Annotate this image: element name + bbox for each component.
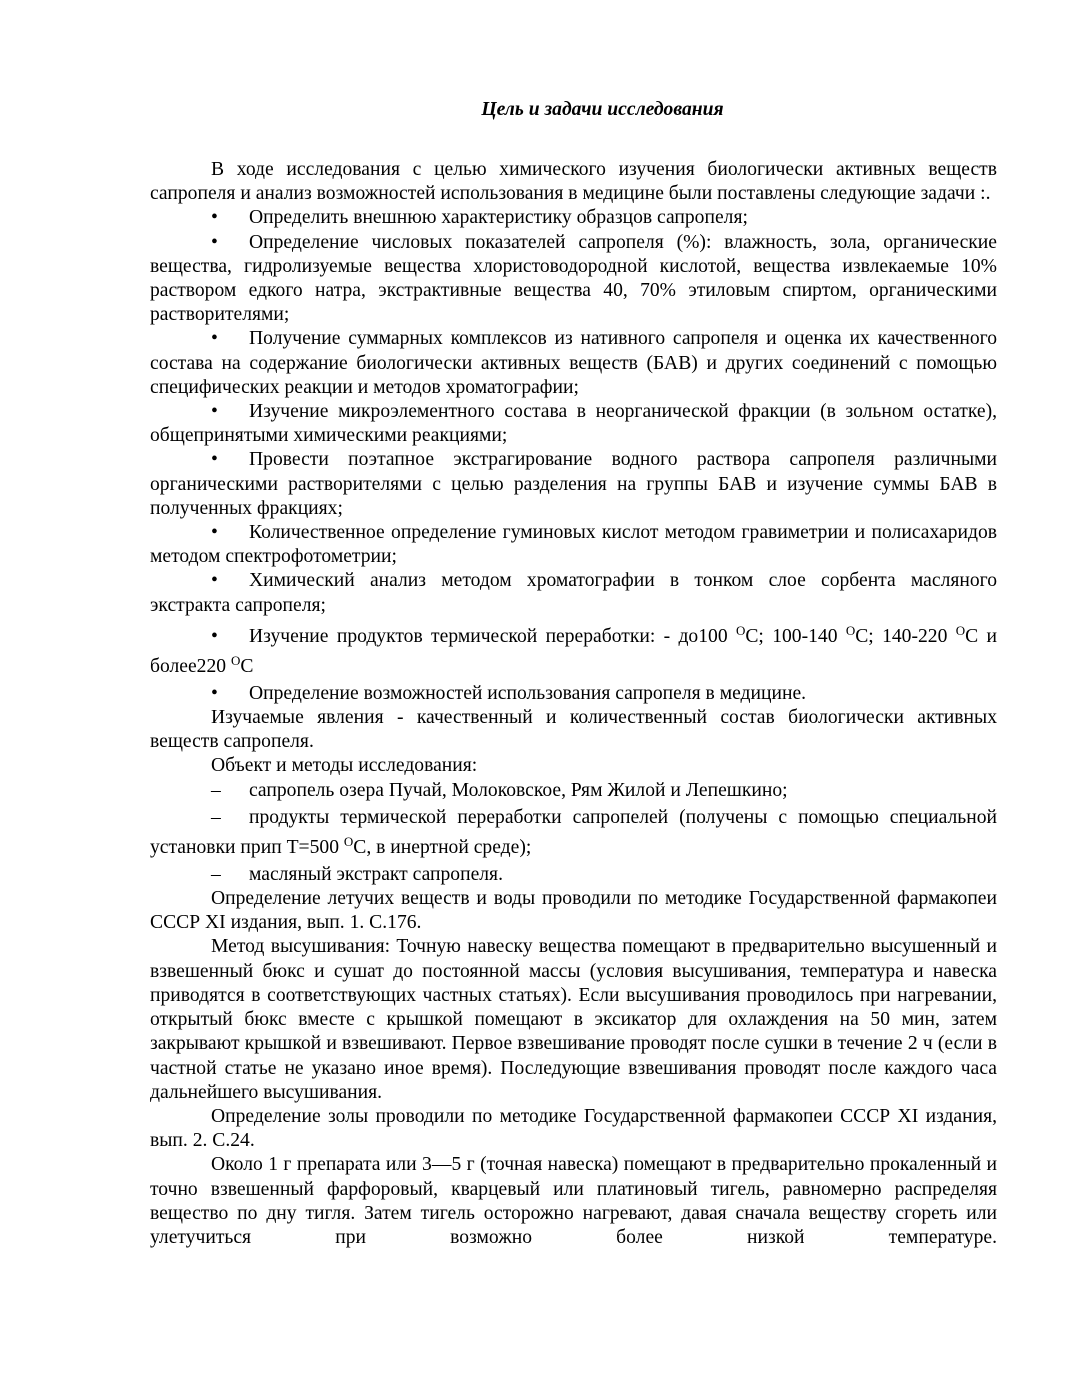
bullet-marker: • bbox=[211, 682, 218, 704]
object-text-1: продукты термической переработки сапропелей (получены с помощью специальной установки прип Т=500 bbox=[150, 806, 997, 858]
bullet-marker: • bbox=[211, 207, 218, 229]
task-text: Определить внешнюю характеристику образцов сапропеля; bbox=[249, 207, 748, 229]
bullet-marker: • bbox=[211, 328, 218, 350]
degree-sup: О bbox=[230, 652, 241, 668]
dash-marker: – bbox=[211, 779, 221, 801]
ash-method-paragraph: Определение золы проводили по методике Государственной фармакопеи СССР XI издания, вып. 2. С.24. bbox=[150, 1105, 997, 1152]
object-item-3 bbox=[150, 863, 997, 887]
volatile-method-paragraph: Определение летучих веществ и воды проводили по методике Государственной фармакопеи СССР XI издания, вып. 1. С.176. bbox=[150, 888, 997, 934]
thermal-text-4: С и более220 bbox=[150, 625, 998, 677]
task-item-last bbox=[150, 682, 997, 706]
dash-marker: – bbox=[211, 863, 221, 885]
task-text: Определение числовых показателей сапропеля (%): влажность, зола, органические вещества, гидролизуемые вещества хлористоводородной кислотой, вещества извлекаемые 10% раствором едкого натра, экстрактивные вещества 40, 70% этиловым спиртом, органическими растворителями; bbox=[150, 231, 997, 326]
thermal-text-2: С; 100-140 bbox=[745, 625, 846, 647]
task-item-thermal bbox=[150, 622, 997, 682]
thermal-text-5: С bbox=[240, 655, 254, 677]
task-text: Количественное определение гуминовых кислот методом гравиметрии и полисахаридов методом спектрофотометрии; bbox=[150, 522, 997, 568]
task-item-4 bbox=[150, 400, 997, 448]
intro-paragraph: В ходе исследования с целью химического изучения биологически активных веществ сапропеля и анализ возможностей использования в медицине были поставлены следующие задачи :. bbox=[150, 159, 997, 205]
degree-sup: О bbox=[845, 622, 856, 638]
bullet-marker: • bbox=[211, 401, 218, 423]
dash-marker: – bbox=[211, 806, 221, 828]
bullet-marker: • bbox=[211, 522, 218, 544]
bullet-marker: • bbox=[211, 625, 218, 647]
task-text: Определение возможностей использования сапропеля в медицине. bbox=[249, 682, 807, 704]
object-text: масляный экстракт сапропеля. bbox=[249, 863, 503, 885]
object-item-1 bbox=[150, 779, 997, 803]
degree-sup: О bbox=[735, 622, 746, 638]
bullet-marker: • bbox=[211, 449, 218, 471]
task-item-3 bbox=[150, 327, 997, 400]
document-title: Цель и задачи исследования bbox=[481, 99, 724, 120]
thermal-text-1: Изучение продуктов термической переработки: - до100 bbox=[249, 625, 736, 647]
task-item-6 bbox=[150, 521, 997, 569]
task-text: Провести поэтапное экстрагирование водного раствора сапропеля различными органическими растворителями с целью разделения на группы БАВ и изучение суммы БАВ в полученных фракциях; bbox=[150, 449, 997, 519]
task-item-1 bbox=[150, 206, 997, 230]
task-item-7 bbox=[150, 569, 997, 617]
task-item-2 bbox=[150, 231, 997, 328]
thermal-text-3: С; 140-220 bbox=[855, 625, 956, 647]
drying-method-paragraph: Метод высушивания: Точную навеску вещества помещают в предварительно высушенный и взвешенный бюкс и сушат до постоянной массы (условия высушивания, температура и навеска приводятся в соответствующих частных статьях). Если высушивания проводилось при нагревании, открытый бюкс вместе с крышкой помещают в эксикатор для охлаждения на 50 мин, затем закрывают крышкой и взвешивают. Первое взвешивание проводят после сушки в течение 2 ч (если в частной статье не указано иное время). Последующие взвешивания проводят после каждого часа дальнейшего высушивания. bbox=[150, 936, 997, 1103]
task-text: Химический анализ методом хроматографии в тонком слое сорбента масляного экстракта сапропеля; bbox=[150, 570, 997, 616]
task-text: Изучение микроэлементного состава в неорганической фракции (в зольном остатке), общепринятыми химическими реакциями; bbox=[150, 401, 997, 447]
ash-procedure-paragraph: Около 1 г препарата или 3—5 г (точная навеска) помещают в предварительно прокаленный и точно взвешенный фарфоровый, кварцевый или платиновый тигель, равномерно распределяя вещество по дну тигля. Затем тигель осторожно нагревают, давая сначала веществу сгореть или улетучиться при возможно более низкой температуре. bbox=[150, 1154, 997, 1248]
object-text-2: С, в инертной среде); bbox=[353, 836, 532, 858]
document-page bbox=[150, 98, 997, 1250]
bullet-marker: • bbox=[211, 570, 218, 592]
object-text: сапропель озера Пучай, Молоковское, Рям Жилой и Лепешкино; bbox=[249, 779, 788, 801]
phenomena-paragraph: Изучаемые явления - качественный и количественный состав биологически активных веществ сапропеля. bbox=[150, 707, 997, 753]
object-item-2 bbox=[150, 803, 997, 863]
objects-heading: Объект и методы исследования: bbox=[211, 755, 478, 777]
task-item-5 bbox=[150, 448, 997, 521]
degree-sup: О bbox=[955, 622, 966, 638]
bullet-marker: • bbox=[211, 231, 218, 253]
degree-sup: О bbox=[343, 833, 354, 849]
task-text: Получение суммарных комплексов из нативного сапропеля и оценка их качественного состава на содержание биологически активных веществ (БАВ) и других соединений с помощью специфических реакции и методов хроматографии; bbox=[150, 328, 997, 398]
